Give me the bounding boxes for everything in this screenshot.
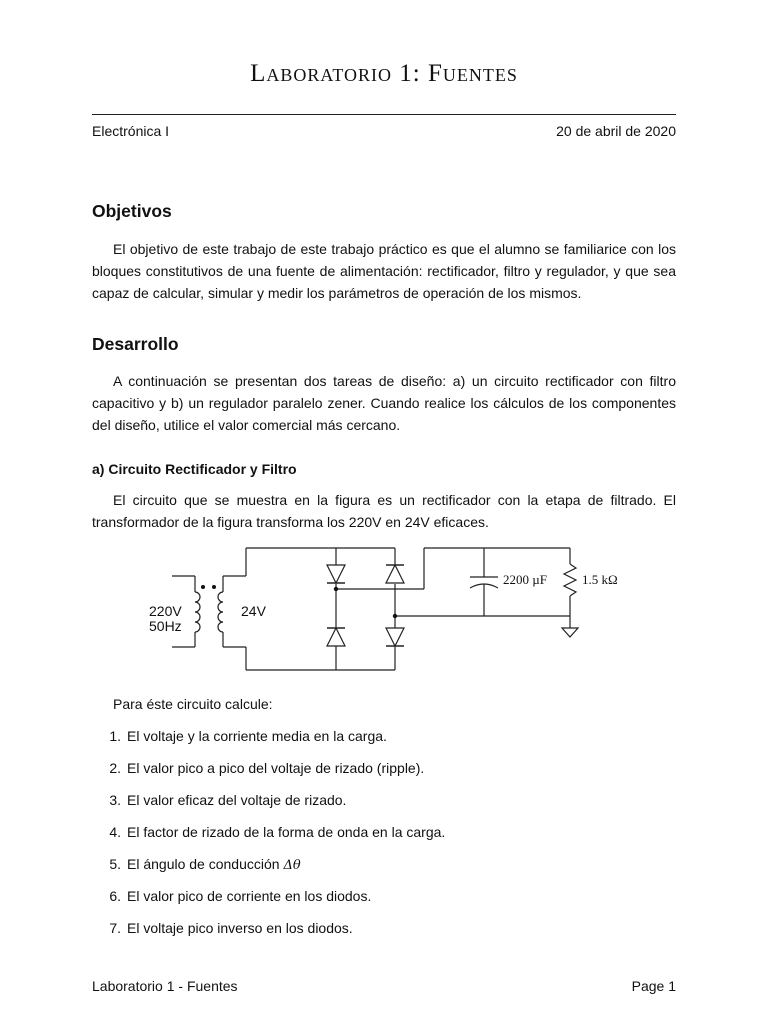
rectifier-circuit-diagram [140,540,640,680]
list-item-number: 5. [109,856,121,872]
capacitor-label: 2200 µF [503,572,547,587]
primary-voltage-label: 220V [149,603,182,619]
course-name: Electrónica I [92,123,170,139]
subsection-heading-a: a) Circuito Rectificador y Filtro [92,461,297,477]
desarrollo-paragraph: A continuación se presentan dos tareas de diseño: a) un circuito rectificador con filtro capacitivo y b) un regulador paralelo zener. Cuando realice los cálculos de los componentes del diseño, utilice el valor comercial más cercano. [92,373,676,433]
resistor-label: 1.5 kΩ [582,572,618,587]
secondary-voltage-label: 24V [241,603,266,619]
list-item-number: 6. [109,888,121,904]
tasks-list [92,728,676,952]
list-item-text: El ángulo de conducción [127,856,280,872]
section-heading-desarrollo: Desarrollo [92,334,179,354]
list-item-text: El valor eficaz del voltaje de rizado. [127,792,347,808]
list-item-text: El factor de rizado de la forma de onda en la carga. [127,824,446,840]
list-item [92,920,676,952]
list-item [92,888,676,920]
list-item [92,824,676,856]
list-item [92,856,676,888]
list-item-text: El valor pico de corriente en los diodos. [127,888,372,904]
list-item-number: 7. [109,920,121,936]
primary-frequency-label: 50Hz [149,618,182,634]
document-date: 20 de abril de 2020 [556,123,676,139]
list-item [92,728,676,760]
footer-page-number: Page 1 [631,978,676,994]
seccion-a-paragraph: El circuito que se muestra en la figura es un rectificador con la etapa de filtrado. El transformador de la figura transforma los 220V en 24V eficaces. [92,492,676,530]
tasks-intro: Para éste circuito calcule: [113,696,273,712]
title-rule [92,114,676,115]
list-item-text-wrap [127,856,301,874]
list-item-number: 2. [109,760,121,776]
document-title: Laboratorio 1: Fuentes [250,60,518,87]
objetivos-paragraph: El objetivo de este trabajo de este trabajo práctico es que el alumno se familiarice con los bloques constitutivos de una fuente de alimentación: rectificador, filtro y regulador, y que sea capaz de calcular, simular y medir los parámetros de operación de los mismos. [92,241,676,301]
list-item-text: El voltaje pico inverso en los diodos. [127,920,353,936]
list-item-text: El voltaje y la corriente media en la carga. [127,728,387,744]
list-item-number: 1. [109,728,121,744]
delta-theta-symbol: Δθ [283,858,301,873]
section-heading-objetivos: Objetivos [92,201,172,221]
list-item [92,760,676,792]
list-item [92,792,676,824]
list-item-number: 4. [109,824,121,840]
footer-document-name: Laboratorio 1 - Fuentes [92,978,238,994]
list-item-number: 3. [109,792,121,808]
list-item-text: El valor pico a pico del voltaje de rizado (ripple). [127,760,425,776]
